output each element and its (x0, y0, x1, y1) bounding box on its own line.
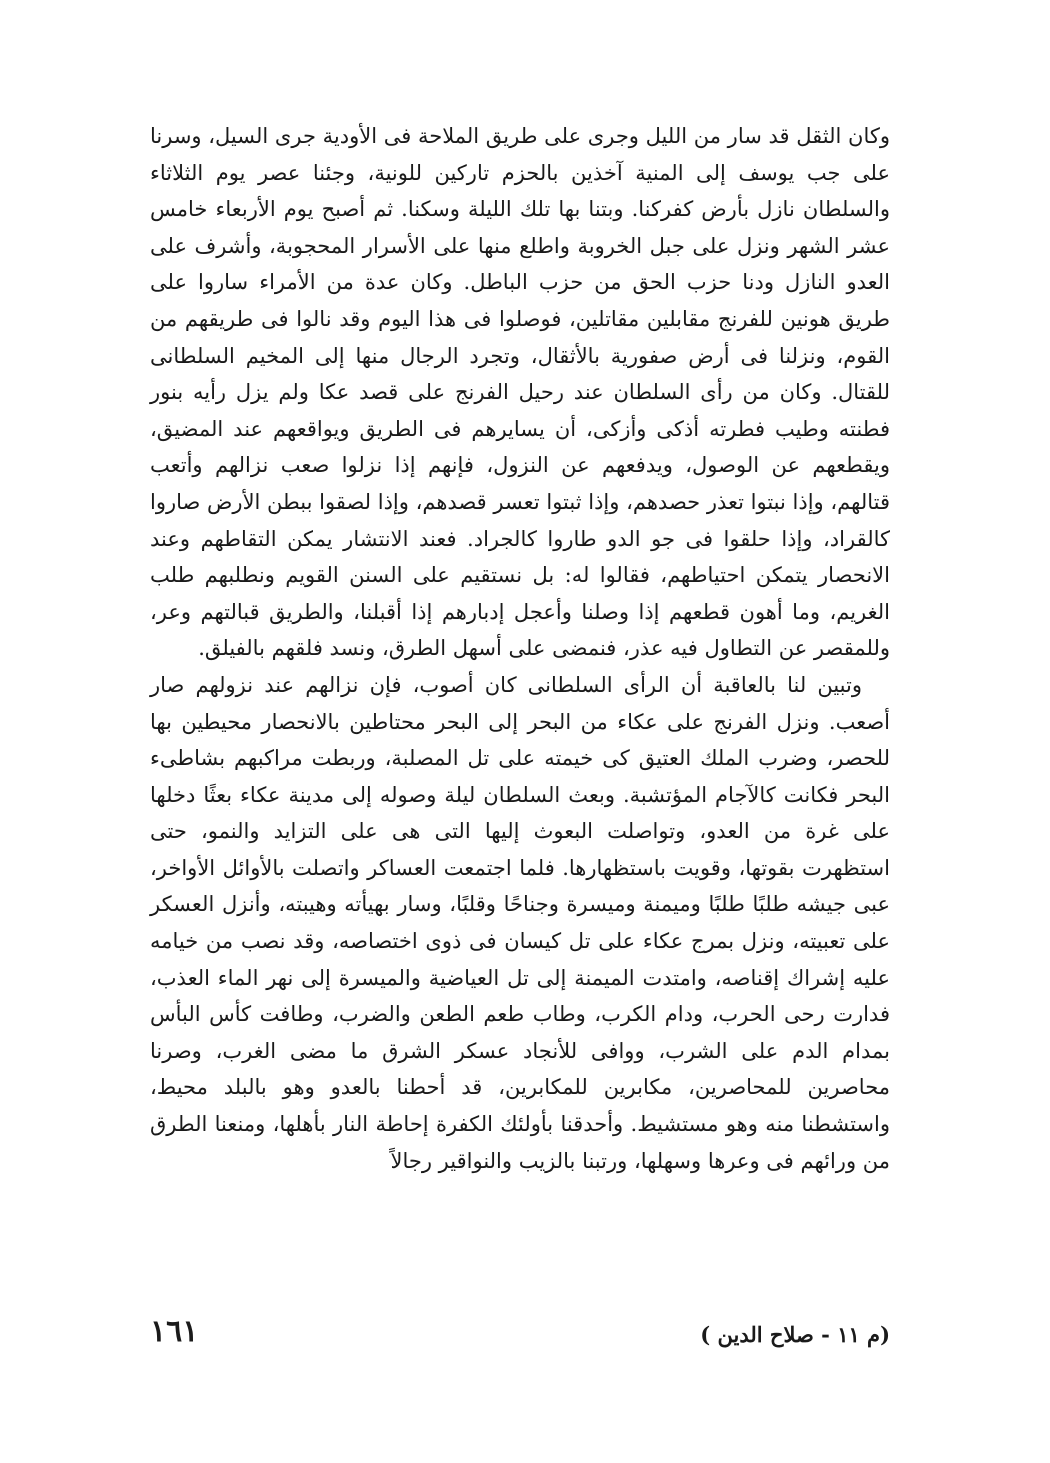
page-number: ١٦١ (150, 1314, 199, 1349)
body-text (150, 118, 890, 1179)
paragraph-2: وتبين لنا بالعاقبة أن الرأى السلطانى كان أصوب، فإن نزالهم عند نزولهم صار أصعب. ونزل الفرنج على عكاء من البحر إلى البحر محتاطين بالانحصار محيطين بها للحصر، وضرب الملك العتيق كى خيمته على تل المصلبة، وربطت مراكبهم بشاطىء البحر فكانت كالآجام المؤتشبة. وبعث السلطان ليلة وصوله إلى مدينة عكاء بعثًا دخلها على غرة من العدو، وتواصلت البعوث إليها التى هى على التزايد والنمو، حتى استظهرت بقوتها، وقويت باستظهارها. فلما اجتمعت العساكر واتصلت بالأوائل الأواخر، عبى جيشه طلبًا طلبًا وميمنة وميسرة وجناحًا وقلبًا، وسار بهيأته وهيبته، وأنزل العسكر على تعبيته، ونزل بمرج عكاء على تل كيسان فى ذوى اختصاصه، وقد نصب من خيامه عليه إشراك إقناصه، وامتدت الميمنة إلى تل العياضية والميسرة إلى نهر الماء العذب، فدارت رحى الحرب، ودام الكرب، وطاب طعم الطعن والضرب، وطافت كأس البأس بمدام الدم على الشرب، ووافى للأنجاد عسكر الشرق ما مضى الغرب، وصرنا محاصرين للمحاصرين، مكابرين للمكابرين، قد أحطنا بالعدو وهو بالبلد محيط، واستشطنا منه وهو مستشيط. وأحدقنا بأولئك الكفرة إحاطة النار بأهلها، ومنعنا الطرق من ورائهم فى وعرها وسهلها، ورتبنا بالزيب والنواقير رجالاً (150, 672, 890, 1173)
paragraph-1: وكان الثقل قد سار من الليل وجرى على طريق الملاحة فى الأودية جرى السيل، وسرنا على جب يوسف إلى المنية آخذين بالحزم تاركين للونية، وجئنا عصر يوم الثلاثاء والسلطان نازل بأرض كفركنا. وبتنا بها تلك الليلة وسكنا. ثم أصبح يوم الأربعاء خامس عشر الشهر ونزل على جبل الخروبة واطلع منها على الأسرار المحجوبة، وأشرف على العدو النازل ودنا حزب الحق من حزب الباطل. وكان عدة من الأمراء ساروا على طريق هونين للفرنج مقابلين مقاتلين، فوصلوا فى هذا اليوم وقد نالوا فى طريقهم من القوم، ونزلنا فى أرض صفورية بالأثقال، وتجرد الرجال منها إلى المخيم السلطانى للقتال. وكان من رأى السلطان عند رحيل الفرنج على قصد عكا ولم يزل رأيه بنور فطنته وطيب فطرته أذكى وأزكى، أن يسايرهم فى الطريق ويواقعهم عند المضيق، ويقطعهم عن الوصول، ويدفعهم عن النزول، فإنهم إذا نزلوا صعب نزالهم وأتعب قتالهم، وإذا نبتوا تعذر حصدهم، وإذا ثبتوا تعسر قصدهم، وإذا لصقوا ببطن الأرض صاروا كالقراد، وإذا حلقوا فى جو الدو طاروا كالجراد. فعند الانتشار يمكن التقاطهم وعند الانحصار يتمكن احتياطهم، فقالوا له: بل نستقيم على السنن القويم ونطلبهم طلب الغريم، وما أهون قطعهم إذا وصلنا وأعجل إدبارهم إذا أقبلنا، والطريق قبالتهم وعر، وللمقصر عن التطاول فيه عذر، فنمضى على أسهل الطرق، ونسد فلقهم بالفيلق. (150, 124, 890, 661)
page-footer (150, 1308, 890, 1358)
book-reference: (م ١١ - صلاح الدين ) (700, 1322, 890, 1347)
